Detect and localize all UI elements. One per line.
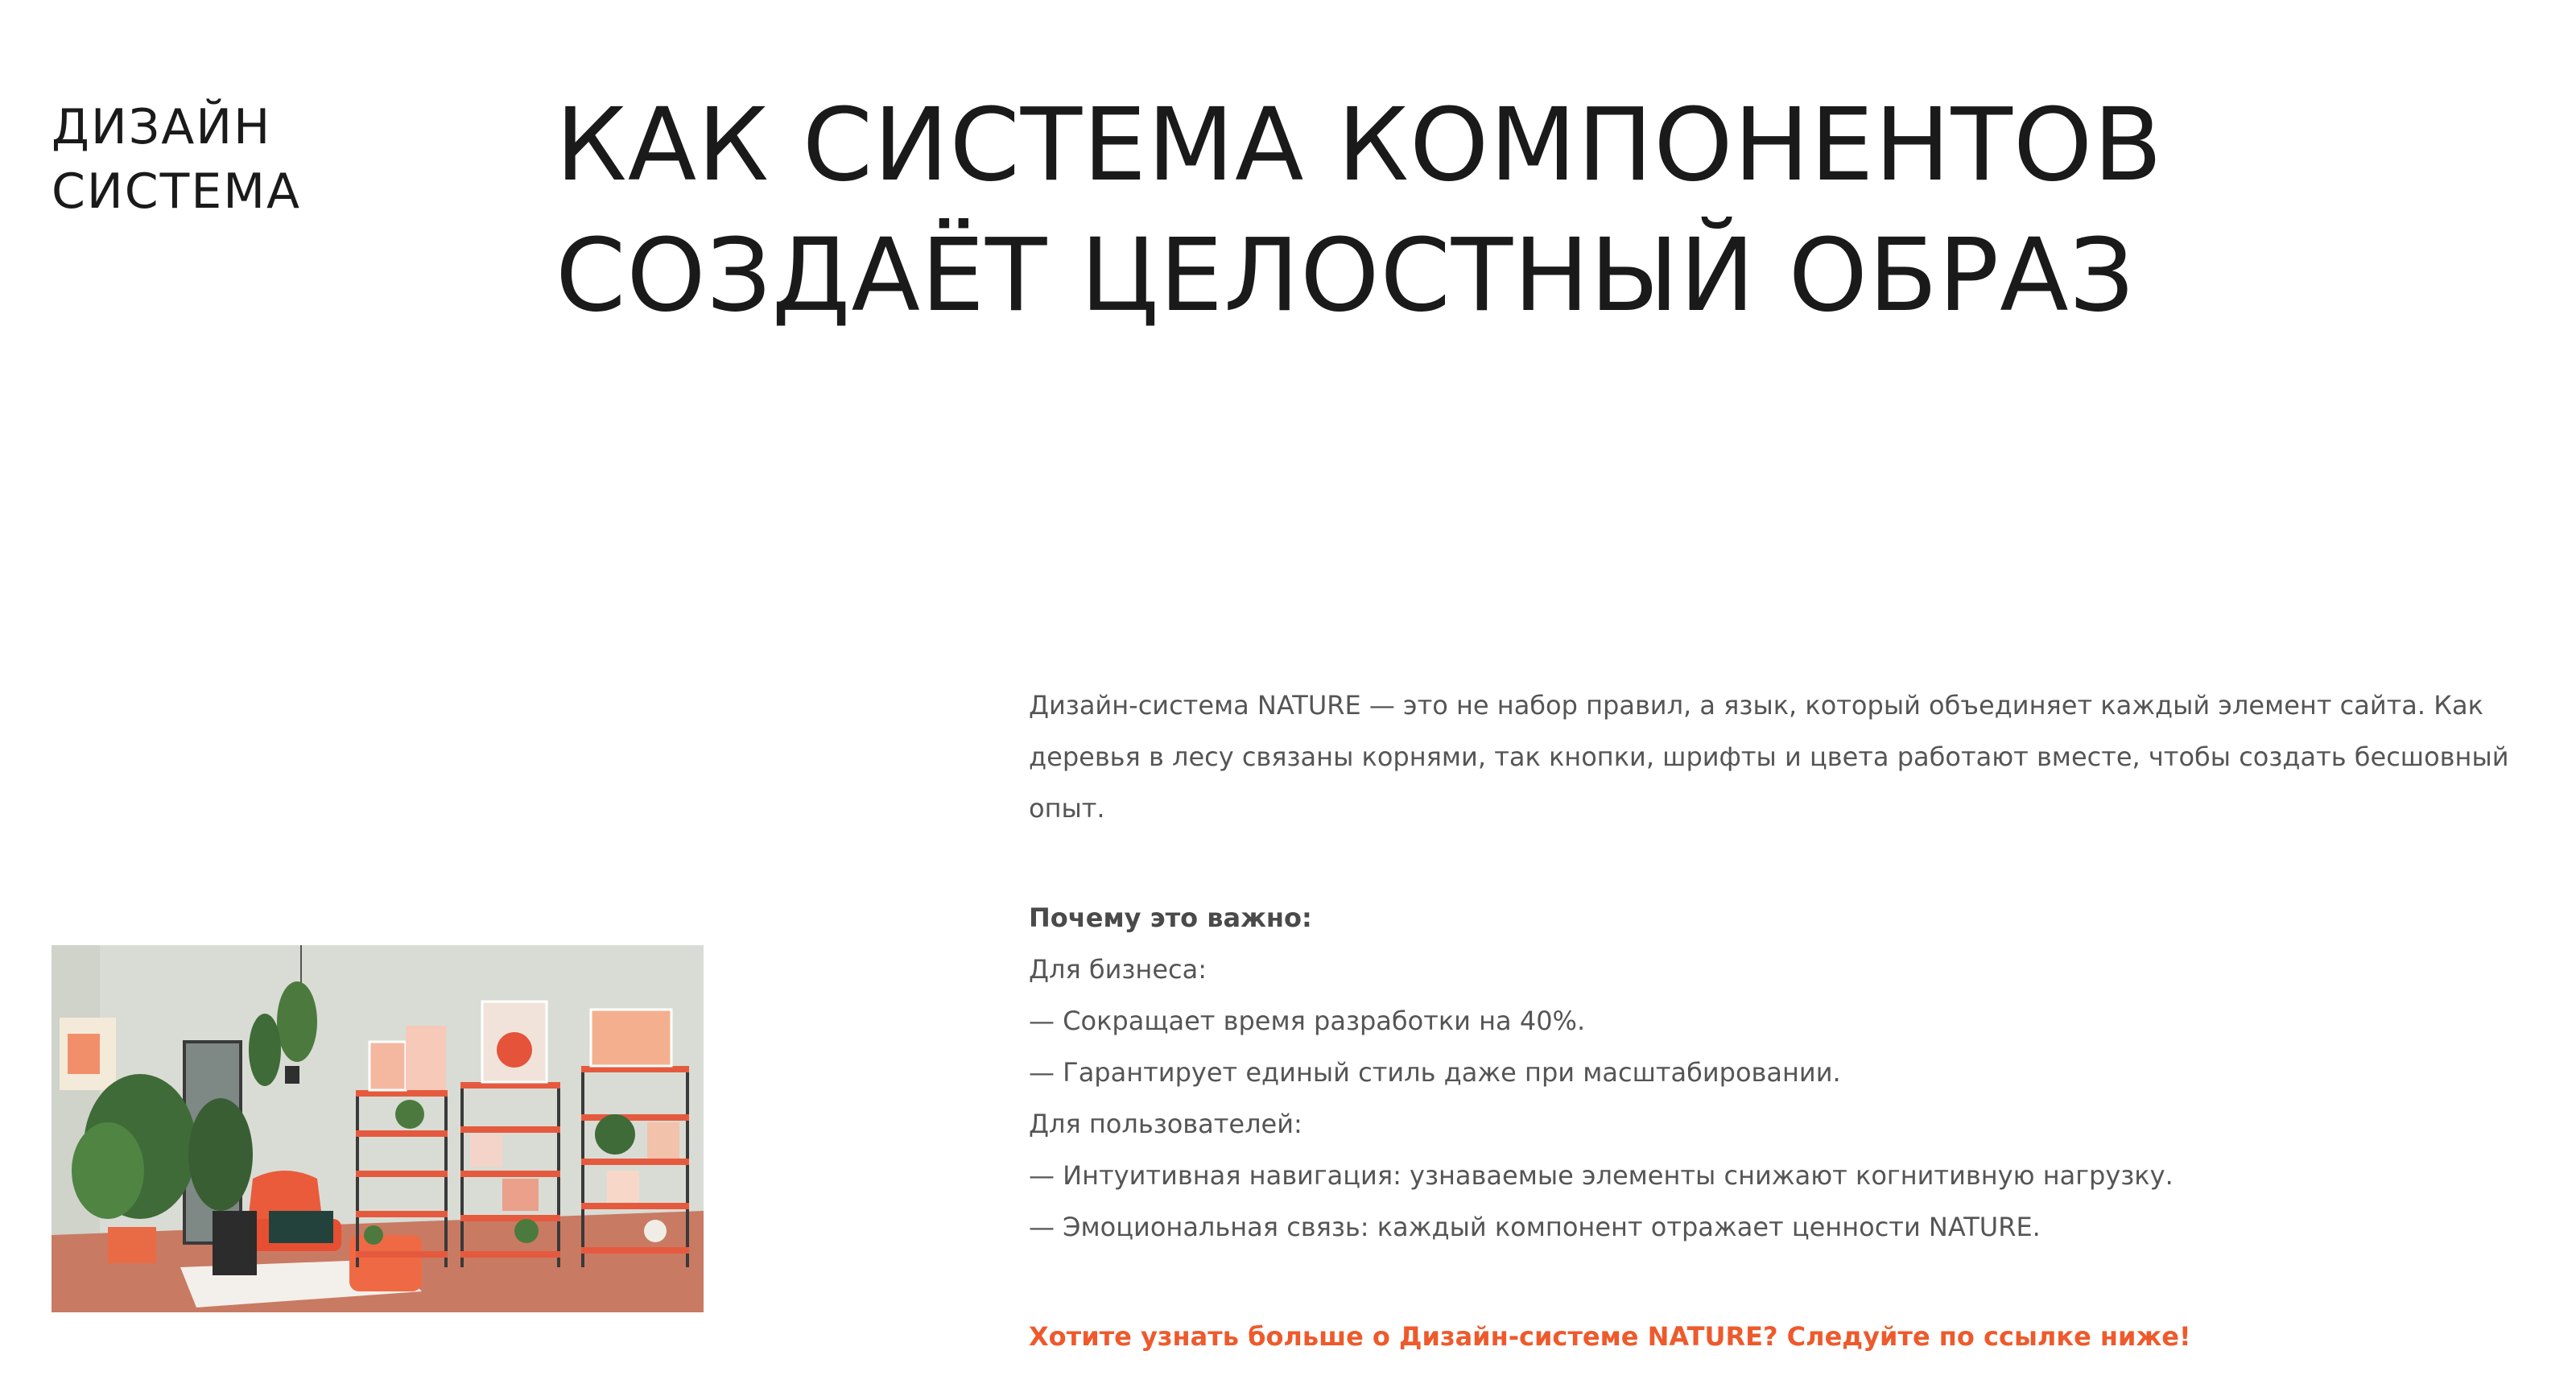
section-label-line-1: ДИЗАЙН xyxy=(52,99,272,155)
intro-paragraph xyxy=(1029,680,2542,834)
section-label-line-2: СИСТЕМА xyxy=(52,163,302,220)
business-point: — Гарантирует единый стиль даже при масштабировании. xyxy=(1029,1057,1841,1088)
headline-line-1: КАК СИСТЕМА КОМПОНЕНТОВ xyxy=(555,87,2164,204)
business-point: — Сокращает время разработки на 40%. xyxy=(1029,1006,1586,1036)
section-label xyxy=(52,95,301,224)
page-headline xyxy=(555,81,2163,341)
users-heading: Для пользователей: xyxy=(1029,1109,1302,1139)
learn-more-link[interactable]: Хотите узнать больше о Дизайн-системе NATURE? Следуйте по ссылке ниже! xyxy=(1029,1321,2191,1352)
intro-line-2: деревья в лесу связаны корнями, так кнопки, шрифты и цвета работают вместе, чтобы создать бесшовный опыт. xyxy=(1029,742,2509,824)
content-block xyxy=(1029,680,2542,1362)
business-heading: Для бизнеса: xyxy=(1029,954,1208,985)
users-point: — Интуитивная навигация: узнаваемые элементы снижают когнитивную нагрузку. xyxy=(1029,1160,2174,1191)
users-point: — Эмоциональная связь: каждый компонент отражает ценности NATURE. xyxy=(1029,1212,2041,1242)
interior-room-photo xyxy=(52,945,704,1312)
why-important-heading: Почему это важно: xyxy=(1029,903,1312,933)
headline-line-2: СОЗДАЁТ ЦЕЛОСТНЫЙ ОБРАЗ xyxy=(555,217,2135,334)
intro-line-1: Дизайн-система NATURE — это не набор правил, а язык, который объединяет каждый элемент сайта. Как xyxy=(1029,690,2483,721)
